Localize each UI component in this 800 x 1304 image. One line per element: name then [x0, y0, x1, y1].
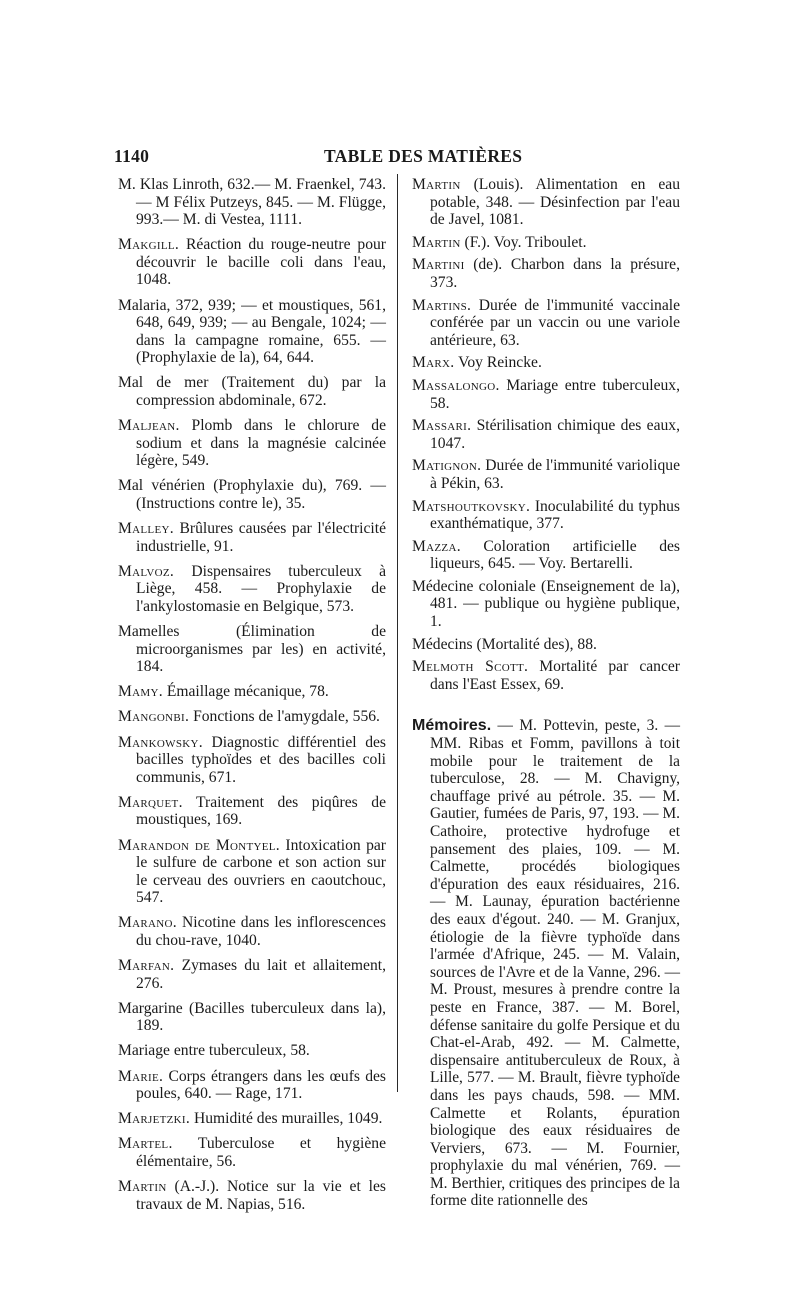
- index-entry: [412, 176, 680, 229]
- index-entry: [412, 256, 680, 291]
- right-column-entries: [412, 176, 680, 693]
- entry-text: Zymases du lait et allaitement, 276.: [136, 957, 386, 992]
- index-entry: [412, 578, 680, 631]
- left-column: [118, 176, 386, 1221]
- entry-text: Nicotine dans les inflorescences du chou-rave, 1040.: [136, 914, 386, 949]
- entry-author: Martin: [412, 233, 461, 251]
- entry-author: Marquet.: [118, 793, 183, 811]
- entry-author: Massari.: [412, 417, 472, 435]
- entry-text: Dispensaires tuberculeux à Liège, 458. — Prophylaxie de l'ankylostomasie en Belgique, 573.: [136, 562, 386, 615]
- index-entry: [118, 1000, 386, 1035]
- index-entry: [118, 837, 386, 907]
- entry-text: Émaillage mécanique, 78.: [162, 683, 329, 701]
- entry-text: M. Klas Linroth, 632.— M. Fraenkel, 743. — M Félix Putzeys, 845. — M. Flügge, 993.— M. di Vestea, 1111.: [118, 176, 386, 229]
- entry-text: Mortalité par cancer dans l'East Essex, 69.: [430, 658, 680, 693]
- index-entry: [118, 563, 386, 616]
- entry-text: (de). Charbon dans la présure, 373.: [430, 256, 680, 291]
- entry-author: Malvoz.: [118, 562, 175, 580]
- entry-author: Mamy.: [118, 683, 163, 701]
- index-entry: [118, 176, 386, 229]
- entry-text: (F.). Voy. Triboulet.: [460, 233, 587, 251]
- index-entry: [412, 234, 680, 252]
- document-page: [114, 138, 686, 1213]
- index-entry: [412, 297, 680, 350]
- entry-text: Réaction du rouge-neutre pour découvrir le bacille coli dans l'eau, 1048.: [136, 236, 386, 289]
- entry-author: Massalongo.: [412, 376, 500, 394]
- entry-text: Médecine coloniale (Enseignement de la), 481. — publique ou hygiène publique, 1.: [412, 577, 680, 631]
- entry-text: Coloration artificielle des liqueurs, 645. — Voy. Bertarelli.: [430, 537, 680, 573]
- entry-author: Mangonbi.: [118, 708, 190, 726]
- index-entry: [118, 794, 386, 829]
- index-entry: [118, 734, 386, 787]
- entry-text: Mal vénérien (Prophylaxie du), 769. — (Instructions contre le), 35.: [118, 477, 386, 512]
- entry-text: Brûlures causées par l'électricité industrielle, 91.: [136, 520, 386, 555]
- entry-author: Mankowsky.: [118, 733, 203, 751]
- page-header: [114, 146, 686, 170]
- index-entry: [412, 498, 680, 533]
- entry-text: Stérilisation chimique des eaux, 1047.: [430, 417, 680, 452]
- entry-author: Martel.: [118, 1135, 173, 1153]
- index-entry: [118, 623, 386, 676]
- right-column: [412, 176, 680, 1210]
- entry-author: Marx.: [412, 354, 455, 372]
- index-entry: [118, 520, 386, 555]
- index-entry: [412, 636, 680, 654]
- entry-author: Marjetzki.: [118, 1110, 191, 1128]
- entry-text: Mamelles (Élimination de microorganismes par les) en activité, 184.: [118, 623, 386, 676]
- entry-text: Mariage entre tuberculeux, 58.: [118, 1042, 310, 1060]
- entry-author: Makgill.: [118, 236, 180, 254]
- entry-author: Melmoth Scott.: [412, 658, 529, 676]
- entry-text: Plomb dans le chlorure de sodium et dans la magnésie calcinée légère, 549.: [136, 417, 386, 470]
- entry-author: Martin: [118, 1178, 167, 1195]
- entry-author: Matignon.: [412, 457, 482, 475]
- entry-author: Martini: [412, 256, 465, 274]
- entry-text: Malaria, 372, 939; — et moustiques, 561, 648, 649, 939; — au Bengale, 1024; — dans la campagne romaine, 655. — (Prophylaxie de la), 64, 644.: [118, 296, 386, 367]
- entry-text: Mal de mer (Traitement du) par la compression abdominale, 672.: [118, 374, 386, 410]
- index-entry: [118, 957, 386, 992]
- index-entry: [412, 538, 680, 573]
- entry-author: Matshoutkovsky.: [412, 497, 531, 515]
- index-entry: [118, 914, 386, 949]
- entry-text: (Louis). Alimentation en eau potable, 348. — Désinfection par l'eau de Javel, 1081.: [430, 176, 680, 229]
- entry-text: Intoxication par le sulfure de carbone et son action sur le cerveau des ouvriers en caoutchouc, 547.: [136, 836, 387, 907]
- entry-text: Humidité des murailles, 1049.: [190, 1110, 383, 1128]
- entry-author: Mazza.: [412, 537, 461, 555]
- entry-text: Tuberculose et hygiène élémentaire, 56.: [136, 1135, 386, 1170]
- entry-text: Inoculabilité du typhus exanthématique, 377.: [430, 497, 680, 533]
- entry-text: Durée de l'immunité vaccinale conférée par un vaccin ou une variole antérieure, 63.: [430, 296, 680, 349]
- index-entry: [118, 1068, 386, 1103]
- memoires-text: — M. Pottevin, peste, 3. — MM. Ribas et Fomm, pavillons à toit mobile pour le traitement de la tuberculose, 28. — M. Chavigny, chauffage privé au pétrole. 35. — M. Gautier, fumées de Paris, 97, 193. — M. Cathoire, protective hydrofuge et pansement des plaies, 109. — M. Calmette, procédés biologiques d'épuration des eaux résiduaires, 216. — M. Launay, épuration bactérienne des eaux d'égout. 240. — M. Granjux, étiologie de la fièvre typhoïde dans l'armée d'Afrique, 245. — M. Valain, sources de l'Avre et de la Vanne, 296. — M. Proust, mesures à prendre contre la peste en France, 387. — M. Borel, défense sanitaire du golfe Persique et du Chat-el-Arab, 492. — M. Calmette, dispensaire antituberculeux de Roux, à Lille, 577. — M. Brault, fièvre typhoïde dans les pays chauds, 598. — MM. Calmette et Rolants, épuration biologique des eaux résiduaires de Verviers, 673. — M. Fournier, prophylaxie du mal vénérien, 769. — M. Berthier, critiques des principes de la forme dite rationnelle des: [430, 717, 680, 1210]
- index-entry: [412, 417, 680, 452]
- entry-text: Mariage entre tuberculeux, 58.: [430, 376, 680, 412]
- entry-author: Martin: [412, 176, 461, 193]
- entry-author: Malley.: [118, 520, 174, 538]
- entry-text: Traitement des piqûres de moustiques, 169.: [136, 793, 386, 829]
- index-entry: [118, 374, 386, 409]
- index-entry: [118, 683, 386, 701]
- page-number: 1140: [114, 146, 150, 166]
- entry-text: Durée de l'immunité variolique à Pékin, 63.: [430, 457, 680, 492]
- memoires-section: [412, 717, 680, 1210]
- entry-text: Médecins (Mortalité des), 88.: [412, 635, 597, 653]
- index-entry: [118, 1110, 386, 1128]
- index-entry: [412, 658, 680, 693]
- index-entry: [118, 1042, 386, 1060]
- index-entry: [118, 708, 386, 726]
- index-entry: [412, 457, 680, 492]
- entry-text: Diagnostic différentiel des bacilles typhoïdes et des bacilles coli communis, 671.: [136, 733, 386, 786]
- index-entry: [118, 236, 386, 289]
- index-entry: [118, 417, 386, 470]
- index-entry: [118, 477, 386, 512]
- entry-author: Marandon de Montyel.: [118, 836, 281, 854]
- index-entry: [412, 354, 680, 372]
- entry-text: Fonctions de l'amygdale, 556.: [189, 708, 380, 726]
- column-divider: [397, 174, 398, 1092]
- entry-author: Martins.: [412, 296, 472, 314]
- index-entry: [412, 377, 680, 412]
- index-entry: [118, 1178, 386, 1213]
- entry-text: Corps étrangers dans les œufs des poules, 640. — Rage, 171.: [136, 1067, 386, 1103]
- index-entry: [118, 297, 386, 367]
- running-title: TABLE DES MATIÈRES: [324, 146, 523, 166]
- entry-text: Voy Reincke.: [454, 354, 542, 372]
- memoires-heading: Mémoires.: [412, 717, 492, 735]
- entry-author: Maljean.: [118, 417, 180, 435]
- index-entry: [118, 1135, 386, 1170]
- entry-author: Marano.: [118, 914, 177, 932]
- entry-author: Marie.: [118, 1067, 164, 1085]
- entry-author: Marfan.: [118, 957, 175, 975]
- entry-text: Margarine (Bacilles tuberculeux dans la), 189.: [118, 999, 386, 1035]
- entry-text: (A.-J.). Notice sur la vie et les travaux de M. Napias, 516.: [136, 1178, 386, 1213]
